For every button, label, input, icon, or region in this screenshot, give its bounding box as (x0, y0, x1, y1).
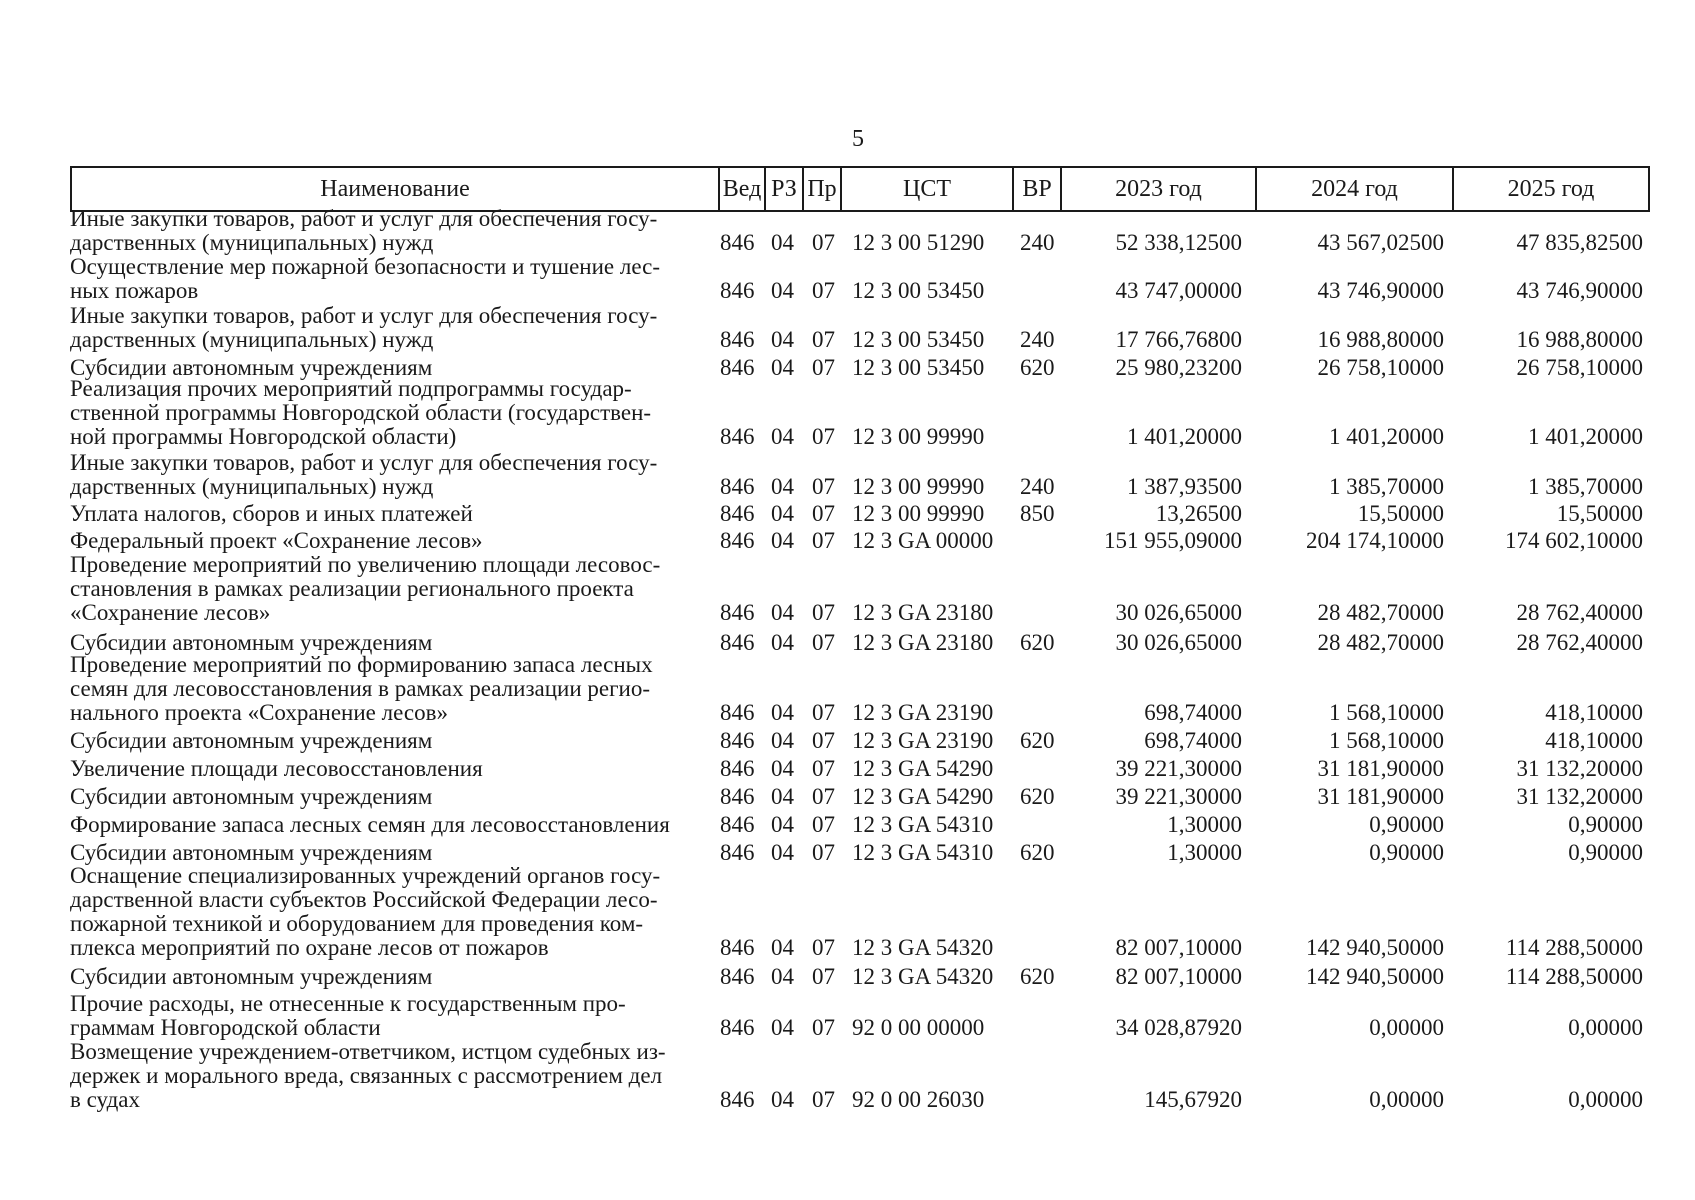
cell-2025: 114 288,50000 (1505, 964, 1643, 989)
cell-2025: 418,10000 (1545, 700, 1643, 725)
cell-2023: 25 980,23200 (1115, 355, 1242, 380)
cell-name: Иные закупки товаров, работ и услуг для обеспечения госу- дарственных (муниципальных) нужд (70, 303, 658, 352)
cell-cst: 12 3 GA 54310 (852, 812, 994, 837)
cell-2023: 698,74000 (1144, 728, 1242, 753)
cell-ved: 846 (720, 812, 755, 837)
cell-vr: 620 (1020, 840, 1055, 865)
cell-2024: 26 758,10000 (1317, 355, 1444, 380)
page-number: 5 (852, 126, 864, 152)
cell-2024: 43 746,90000 (1317, 278, 1444, 303)
cell-2025: 0,90000 (1568, 840, 1643, 865)
cell-cst: 12 3 GA 54310 (852, 840, 994, 865)
cell-pr: 07 (812, 784, 835, 809)
cell-rz: 04 (771, 630, 794, 655)
cell-rz: 04 (771, 784, 794, 809)
cell-ved: 846 (720, 756, 755, 781)
cell-2025: 1 385,70000 (1528, 474, 1643, 499)
cell-2024: 204 174,10000 (1306, 528, 1444, 553)
cell-rz: 04 (771, 355, 794, 380)
cell-rz: 04 (771, 728, 794, 753)
col-header-pr: Пр (804, 168, 842, 210)
cell-2024: 0,00000 (1369, 1015, 1444, 1040)
cell-ved: 846 (720, 528, 755, 553)
cell-2023: 1,30000 (1167, 812, 1242, 837)
cell-ved: 846 (720, 840, 755, 865)
cell-name: Субсидии автономным учреждениям (70, 840, 433, 865)
cell-2023: 151 955,09000 (1104, 528, 1242, 553)
cell-name: Формирование запаса лесных семян для лесовосстановления (70, 812, 670, 837)
cell-cst: 12 3 00 51290 (852, 230, 985, 255)
cell-cst: 12 3 GA 23180 (852, 600, 994, 625)
cell-vr: 240 (1020, 230, 1055, 255)
col-header-name: Наименование (72, 168, 720, 210)
col-header-rz: РЗ (766, 168, 804, 210)
cell-cst: 12 3 GA 54320 (852, 935, 994, 960)
cell-vr: 620 (1020, 784, 1055, 809)
cell-name: Осуществление мер пожарной безопасности и тушение лес- ных пожаров (70, 254, 660, 303)
cell-2024: 28 482,70000 (1317, 600, 1444, 625)
cell-cst: 12 3 GA 54320 (852, 964, 994, 989)
cell-ved: 846 (720, 355, 755, 380)
cell-ved: 846 (720, 1015, 755, 1040)
cell-2025: 28 762,40000 (1516, 630, 1643, 655)
cell-2024: 28 482,70000 (1317, 630, 1444, 655)
cell-2025: 26 758,10000 (1516, 355, 1643, 380)
cell-2024: 31 181,90000 (1317, 784, 1444, 809)
cell-2025: 31 132,20000 (1516, 756, 1643, 781)
cell-rz: 04 (771, 935, 794, 960)
cell-2025: 16 988,80000 (1516, 327, 1643, 352)
cell-cst: 12 3 00 99990 (852, 474, 985, 499)
col-header-ved: Вед (720, 168, 766, 210)
cell-rz: 04 (771, 840, 794, 865)
cell-pr: 07 (812, 600, 835, 625)
col-header-cst: ЦСТ (842, 168, 1014, 210)
cell-2024: 0,90000 (1369, 812, 1444, 837)
cell-name: Иные закупки товаров, работ и услуг для обеспечения госу- дарственных (муниципальных) нужд (70, 450, 658, 499)
cell-rz: 04 (771, 327, 794, 352)
cell-ved: 846 (720, 230, 755, 255)
cell-pr: 07 (812, 474, 835, 499)
cell-pr: 07 (812, 355, 835, 380)
cell-cst: 92 0 00 00000 (852, 1015, 985, 1040)
cell-rz: 04 (771, 756, 794, 781)
cell-2024: 1 401,20000 (1329, 424, 1444, 449)
cell-2023: 52 338,12500 (1115, 230, 1242, 255)
cell-rz: 04 (771, 278, 794, 303)
cell-rz: 04 (771, 700, 794, 725)
cell-2023: 13,26500 (1155, 501, 1242, 526)
cell-2024: 1 385,70000 (1329, 474, 1444, 499)
cell-2023: 17 766,76800 (1115, 327, 1242, 352)
cell-pr: 07 (812, 756, 835, 781)
cell-2023: 82 007,10000 (1115, 935, 1242, 960)
cell-ved: 846 (720, 1087, 755, 1112)
cell-2025: 174 602,10000 (1505, 528, 1643, 553)
cell-cst: 12 3 GA 23190 (852, 728, 994, 753)
cell-name: Проведение мероприятий по формированию запаса лесных семян для лесовосстановления в рамках реализации регио- нального проекта «Сохранение лесов» (70, 652, 653, 725)
cell-pr: 07 (812, 1015, 835, 1040)
cell-2024: 1 568,10000 (1329, 700, 1444, 725)
cell-pr: 07 (812, 964, 835, 989)
cell-2023: 39 221,30000 (1115, 784, 1242, 809)
cell-pr: 07 (812, 840, 835, 865)
cell-2025: 28 762,40000 (1516, 600, 1643, 625)
cell-rz: 04 (771, 424, 794, 449)
cell-pr: 07 (812, 728, 835, 753)
cell-ved: 846 (720, 327, 755, 352)
cell-2024: 1 568,10000 (1329, 728, 1444, 753)
cell-rz: 04 (771, 501, 794, 526)
cell-2023: 145,67920 (1144, 1087, 1242, 1112)
cell-name: Субсидии автономным учреждениям (70, 630, 433, 655)
cell-ved: 846 (720, 784, 755, 809)
cell-name: Проведение мероприятий по увеличению площади лесовос- становления в рамках реализации регионального проекта «Сохранение лесов» (70, 552, 661, 625)
cell-ved: 846 (720, 728, 755, 753)
cell-2025: 0,00000 (1568, 1087, 1643, 1112)
cell-ved: 846 (720, 935, 755, 960)
cell-2023: 82 007,10000 (1115, 964, 1242, 989)
cell-cst: 12 3 GA 54290 (852, 784, 994, 809)
cell-2024: 142 940,50000 (1306, 935, 1444, 960)
cell-ved: 846 (720, 424, 755, 449)
cell-ved: 846 (720, 700, 755, 725)
cell-pr: 07 (812, 1087, 835, 1112)
cell-pr: 07 (812, 700, 835, 725)
cell-2023: 1,30000 (1167, 840, 1242, 865)
cell-ved: 846 (720, 474, 755, 499)
cell-2024: 0,90000 (1369, 840, 1444, 865)
cell-2024: 16 988,80000 (1317, 327, 1444, 352)
cell-pr: 07 (812, 935, 835, 960)
col-header-vr: ВР (1014, 168, 1062, 210)
cell-2023: 43 747,00000 (1115, 278, 1242, 303)
cell-2023: 34 028,87920 (1115, 1015, 1242, 1040)
cell-pr: 07 (812, 528, 835, 553)
cell-name: Федеральный проект «Сохранение лесов» (70, 528, 483, 553)
cell-name: Прочие расходы, не отнесенные к государственным про- граммам Новгородской области (70, 991, 626, 1040)
cell-2025: 1 401,20000 (1528, 424, 1643, 449)
cell-ved: 846 (720, 278, 755, 303)
cell-vr: 620 (1020, 355, 1055, 380)
cell-vr: 620 (1020, 728, 1055, 753)
cell-cst: 12 3 00 53450 (852, 355, 985, 380)
cell-name: Субсидии автономным учреждениям (70, 784, 433, 809)
cell-rz: 04 (771, 1015, 794, 1040)
cell-rz: 04 (771, 964, 794, 989)
cell-pr: 07 (812, 278, 835, 303)
cell-cst: 12 3 GA 23190 (852, 700, 994, 725)
cell-vr: 620 (1020, 630, 1055, 655)
cell-vr: 240 (1020, 474, 1055, 499)
cell-name: Субсидии автономным учреждениям (70, 355, 433, 380)
col-header-2024: 2024 год (1257, 168, 1454, 210)
cell-cst: 12 3 GA 00000 (852, 528, 994, 553)
cell-name: Субсидии автономным учреждениям (70, 728, 433, 753)
cell-2025: 47 835,82500 (1516, 230, 1643, 255)
cell-cst: 12 3 00 99990 (852, 501, 985, 526)
cell-rz: 04 (771, 812, 794, 837)
cell-2023: 698,74000 (1144, 700, 1242, 725)
cell-2023: 30 026,65000 (1115, 600, 1242, 625)
cell-name: Возмещение учреждением-ответчиком, истцом судебных из- держек и морального вреда, связанных с рассмотрением дел в судах (70, 1039, 666, 1112)
cell-rz: 04 (771, 474, 794, 499)
cell-pr: 07 (812, 812, 835, 837)
cell-2025: 0,00000 (1568, 1015, 1643, 1040)
cell-ved: 846 (720, 501, 755, 526)
cell-2023: 30 026,65000 (1115, 630, 1242, 655)
cell-rz: 04 (771, 600, 794, 625)
cell-pr: 07 (812, 327, 835, 352)
cell-cst: 12 3 00 99990 (852, 424, 985, 449)
cell-cst: 12 3 GA 54290 (852, 756, 994, 781)
cell-2025: 0,90000 (1568, 812, 1643, 837)
cell-2025: 114 288,50000 (1505, 935, 1643, 960)
cell-2025: 418,10000 (1545, 728, 1643, 753)
cell-cst: 92 0 00 26030 (852, 1087, 985, 1112)
cell-2024: 0,00000 (1369, 1087, 1444, 1112)
cell-vr: 620 (1020, 964, 1055, 989)
cell-2025: 43 746,90000 (1516, 278, 1643, 303)
cell-name: Увеличение площади лесовосстановления (70, 756, 483, 781)
cell-cst: 12 3 GA 23180 (852, 630, 994, 655)
cell-2023: 1 387,93500 (1127, 474, 1242, 499)
cell-name: Оснащение специализированных учреждений органов госу- дарственной власти субъектов Российской Федерации лесо- пожарной техникой и оборудованием для проведения ком- плекса мероприятий по охране лесов от пожаров (70, 863, 661, 960)
cell-name: Иные закупки товаров, работ и услуг для обеспечения госу- дарственных (муниципальных) нужд (70, 206, 658, 255)
cell-name: Субсидии автономным учреждениям (70, 964, 433, 989)
cell-name: Реализация прочих мероприятий подпрограммы государ- ственной программы Новгородской области (государствен- ной программы Новгородской области) (70, 376, 652, 449)
cell-2025: 15,50000 (1556, 501, 1643, 526)
cell-2024: 142 940,50000 (1306, 964, 1444, 989)
col-header-2023: 2023 год (1062, 168, 1257, 210)
cell-pr: 07 (812, 630, 835, 655)
cell-2023: 1 401,20000 (1127, 424, 1242, 449)
cell-pr: 07 (812, 424, 835, 449)
cell-2024: 43 567,02500 (1317, 230, 1444, 255)
cell-vr: 240 (1020, 327, 1055, 352)
cell-vr: 850 (1020, 501, 1055, 526)
cell-cst: 12 3 00 53450 (852, 327, 985, 352)
cell-ved: 846 (720, 630, 755, 655)
cell-ved: 846 (720, 600, 755, 625)
cell-pr: 07 (812, 230, 835, 255)
cell-2024: 31 181,90000 (1317, 756, 1444, 781)
cell-name: Уплата налогов, сборов и иных платежей (70, 501, 473, 526)
cell-2025: 31 132,20000 (1516, 784, 1643, 809)
cell-cst: 12 3 00 53450 (852, 278, 985, 303)
cell-ved: 846 (720, 964, 755, 989)
cell-pr: 07 (812, 501, 835, 526)
cell-rz: 04 (771, 230, 794, 255)
cell-2024: 15,50000 (1357, 501, 1444, 526)
cell-rz: 04 (771, 1087, 794, 1112)
col-header-2025: 2025 год (1507, 175, 1595, 202)
cell-rz: 04 (771, 528, 794, 553)
cell-2023: 39 221,30000 (1115, 756, 1242, 781)
